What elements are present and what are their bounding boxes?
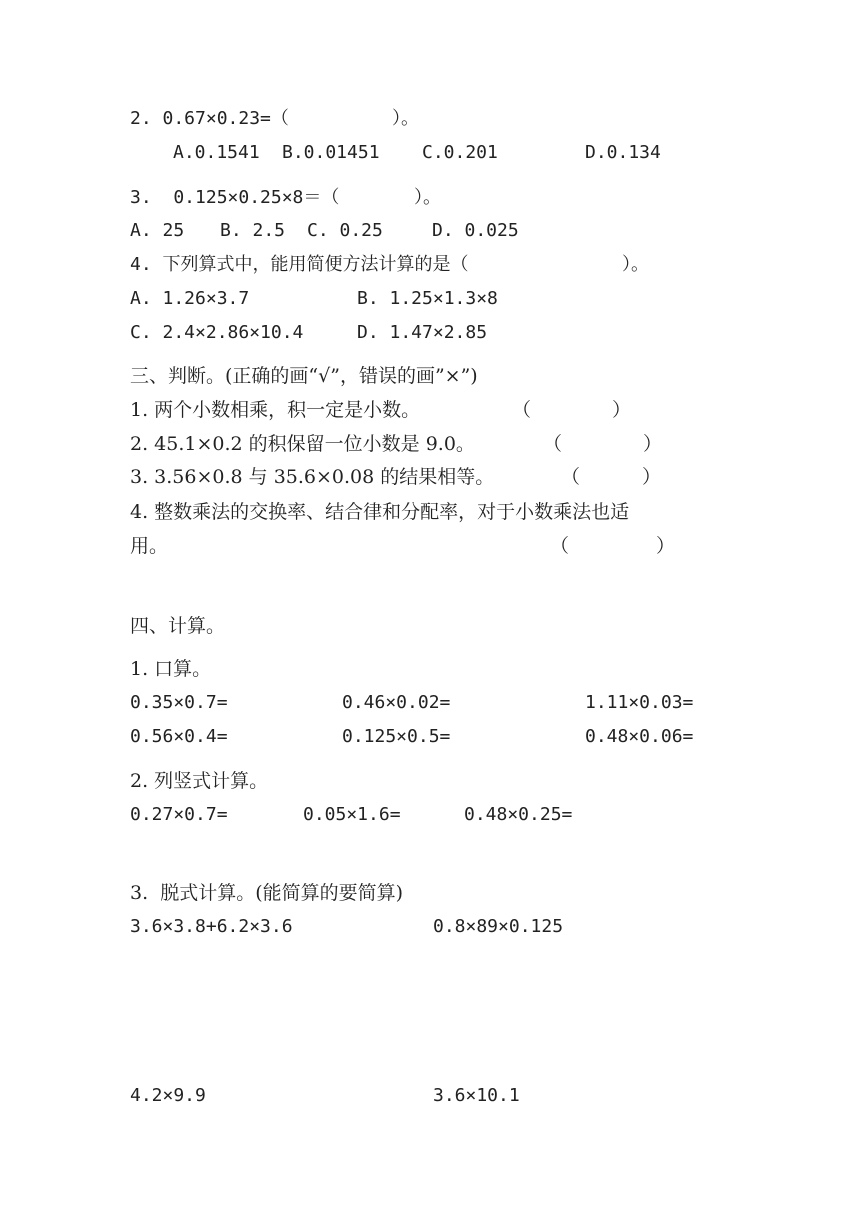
judge-item-4-paren-close[interactable]: ） — [656, 535, 676, 557]
judge-item-4-paren-open[interactable]: （ — [550, 535, 570, 557]
judge-item-4-continued: 用。 — [130, 535, 169, 557]
q3-stem-close: ）。 — [414, 187, 441, 208]
q2-stem-close: ）。 — [392, 108, 419, 129]
simplify-3: 4.2×9.9 — [130, 1085, 206, 1106]
judge-item-1-paren-close[interactable]: ） — [612, 399, 632, 421]
q2-stem-open: 2. 0.67×0.23=（ — [130, 108, 289, 129]
simplify-1: 3.6×3.8+6.2×3.6 — [130, 916, 293, 937]
q3-option-b[interactable]: B. 2.5 — [220, 220, 286, 241]
q3-option-d[interactable]: D. 0.025 — [432, 220, 519, 241]
judge-item-2-paren-open[interactable]: （ — [543, 433, 563, 455]
judge-item-3-paren-close[interactable]: ） — [642, 466, 662, 488]
q3-option-a[interactable]: A. 25 — [130, 220, 185, 241]
q4-stem-open: 4. 下列算式中，能用简便方法计算的是（ — [130, 254, 469, 275]
simplify-title: 3. 脱式计算。(能简算的要简算) — [130, 882, 404, 904]
oral-3: 1.11×0.03= — [585, 692, 694, 713]
judge-item-4: 4. 整数乘法的交换率、结合律和分配率，对于小数乘法也适 — [130, 501, 630, 523]
q4-option-c[interactable]: C. 2.4×2.86×10.4 — [130, 322, 304, 343]
judge-item-2: 2. 45.1×0.2 的积保留一位小数是 9.0。 — [130, 433, 475, 455]
q4-option-a[interactable]: A. 1.26×3.7 — [130, 288, 250, 309]
q3-stem-open: 3. 0.125×0.25×8＝（ — [130, 187, 340, 208]
q2-option-b[interactable]: B.0.01451 — [282, 142, 380, 163]
judge-item-1: 1. 两个小数相乘，积一定是小数。 — [130, 399, 421, 421]
q3-option-c[interactable]: C. 0.25 — [307, 220, 383, 241]
oral-6: 0.48×0.06= — [585, 726, 694, 747]
section4-heading: 四、计算。 — [130, 615, 226, 637]
vertical-3: 0.48×0.25= — [464, 804, 573, 825]
oral-title: 1. 口算。 — [130, 658, 212, 680]
vertical-2: 0.05×1.6= — [303, 804, 401, 825]
oral-2: 0.46×0.02= — [342, 692, 451, 713]
section3-heading: 三、判断。(正确的画“√”，错误的画”×”) — [130, 365, 478, 387]
judge-item-3: 3. 3.56×0.8 与 35.6×0.08 的结果相等。 — [130, 466, 495, 488]
oral-5: 0.125×0.5= — [342, 726, 451, 747]
simplify-4: 3.6×10.1 — [433, 1085, 520, 1106]
q2-option-a[interactable]: A.0.1541 — [173, 142, 260, 163]
vertical-1: 0.27×0.7= — [130, 804, 228, 825]
oral-4: 0.56×0.4= — [130, 726, 228, 747]
vertical-title: 2. 列竖式计算。 — [130, 770, 269, 792]
q2-option-d[interactable]: D.0.134 — [585, 142, 661, 163]
judge-item-1-paren-open[interactable]: （ — [512, 399, 532, 421]
q4-stem-close: ）。 — [622, 254, 649, 275]
oral-1: 0.35×0.7= — [130, 692, 228, 713]
simplify-2: 0.8×89×0.125 — [433, 916, 564, 937]
q4-option-d[interactable]: D. 1.47×2.85 — [357, 322, 488, 343]
judge-item-2-paren-close[interactable]: ） — [643, 433, 663, 455]
q4-option-b[interactable]: B. 1.25×1.3×8 — [357, 288, 498, 309]
q2-option-c[interactable]: C.0.201 — [422, 142, 498, 163]
judge-item-3-paren-open[interactable]: （ — [561, 466, 581, 488]
